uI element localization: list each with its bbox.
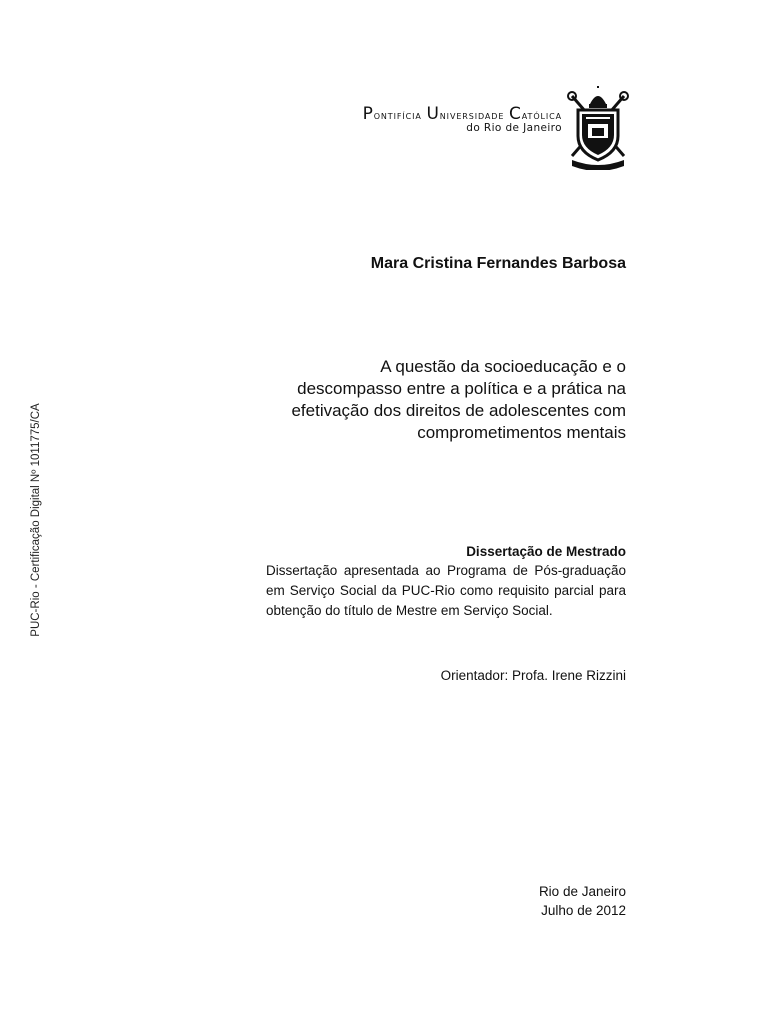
word-catolica: atólica (521, 108, 562, 122)
initial-c: C (509, 104, 522, 124)
advisor-line: Orientador: Profa. Irene Rizzini (440, 668, 626, 683)
university-name-line2: do Rio de Janeiro (466, 122, 562, 134)
place-and-date (400, 882, 626, 920)
place: Rio de Janeiro (538, 884, 626, 899)
date: Julho de 2012 (541, 903, 626, 918)
certification-side-text: PUC-Rio - Certificação Digital Nº 1011775/CA (30, 403, 42, 637)
author-name: Mara Cristina Fernandes Barbosa (370, 255, 626, 272)
dissertation-type-heading: Dissertação de Mestrado (466, 544, 626, 559)
word-universidade: niversidade (439, 108, 505, 122)
initial-u: U (426, 104, 440, 124)
title-line: A questão da socioeducação e o (380, 357, 626, 376)
initial-p: P (362, 104, 374, 124)
title-line: efetivação dos direitos de adolescentes com (291, 401, 626, 420)
title-line: comprometimentos mentais (417, 423, 626, 442)
dissertation-title (260, 356, 626, 444)
university-crest-icon (566, 86, 630, 170)
word-pontificia: ontifícia (373, 108, 422, 122)
university-name (300, 104, 562, 134)
university-name-line1 (300, 104, 562, 124)
dissertation-description: Dissertação apresentada ao Programa de Pós-graduação em Serviço Social da PUC-Rio como requisito parcial para obtenção do título de Mestre em Serviço Social. (266, 563, 626, 618)
title-line: descompasso entre a política e a prática na (297, 379, 626, 398)
